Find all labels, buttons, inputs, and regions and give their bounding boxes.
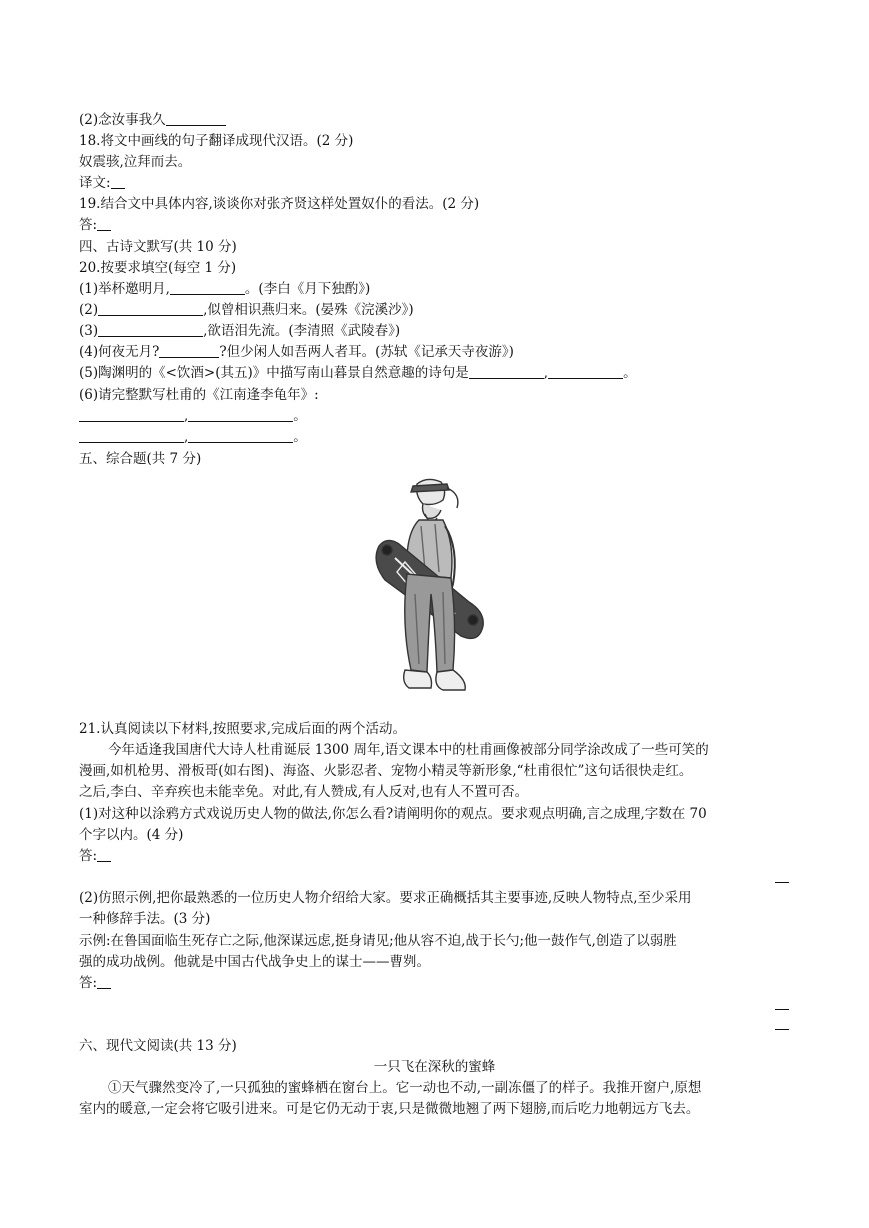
q21-material-2: 漫画,如机枪男、滑板哥(如右图)、海盗、火影忍者、宠物小精灵等新形象,“杜甫很忙”这句话很快走红。 <box>79 763 693 779</box>
answer-blank[interactable] <box>469 364 544 379</box>
punct-comma: , <box>184 429 189 445</box>
q20-item5-a: (5)陶渊明的《<饮酒>(其五)》中描写南山暮景自然意趣的诗句是 <box>79 365 469 381</box>
q18-answer-label: 译文: <box>79 175 111 191</box>
q21-example: 示例:在鲁国面临生死存亡之际,他深谋远虑,挺身请见;他从容不迫,战于长勺;他一鼓作气,创造了以弱胜 <box>79 933 677 949</box>
section-5-heading: 五、综合题(共 7 分) <box>79 451 202 467</box>
q21-material-3: 之后,李白、辛弃疾也未能幸免。对此,有人赞成,有人反对,也有人不置可否。 <box>79 784 529 800</box>
q21-item2-answer <box>79 973 111 993</box>
punct-period: 。 <box>293 429 307 445</box>
poem-blank-row-2 <box>79 427 307 447</box>
q19-answer-line <box>79 215 111 235</box>
passage-title: 一只飞在深秋的蜜蜂 <box>373 1059 496 1075</box>
skateboarder-dufu-illustration <box>365 474 495 710</box>
answer-blank[interactable] <box>188 407 293 422</box>
q20-prompt: 20.按要求填空(每空 1 分) <box>79 260 237 276</box>
q20-item4-a: (4)何夜无月? <box>79 344 160 360</box>
answer-blank[interactable] <box>170 280 245 295</box>
answer-blank[interactable] <box>188 428 293 443</box>
q17-item2-text: (2)念汝事我久 <box>79 112 166 128</box>
answer-blank[interactable] <box>111 174 125 189</box>
answer-blank[interactable] <box>98 322 203 337</box>
punct-period: 。 <box>293 408 307 424</box>
q20-item3 <box>79 321 400 341</box>
q21-prompt: 21.认真阅读以下材料,按照要求,完成后面的两个活动。 <box>79 721 407 737</box>
q21-example-cont: 强的成功战例。他就是中国古代战争史上的谋士——曹刿。 <box>79 954 430 970</box>
q19-prompt: 19.结合文中具体内容,谈谈你对张齐贤这样处置奴仆的看法。(2 分) <box>79 196 480 212</box>
section-6-heading: 六、现代文阅读(共 13 分) <box>79 1038 237 1054</box>
q21-material-1: 今年适逢我国唐代大诗人杜甫诞辰 1300 周年,语文课本中的杜甫画像被部分同学涂改成了一些可笑的 <box>108 742 709 758</box>
answer-blank-end[interactable] <box>775 882 789 883</box>
q21-item1-answer <box>79 846 111 866</box>
answer-blank[interactable] <box>97 847 111 862</box>
q20-item3-b: ,欲语泪先流。(李清照《武陵春》) <box>203 323 401 339</box>
answer-blank[interactable] <box>79 407 184 422</box>
q20-item5 <box>79 363 637 383</box>
poem-blank-row-1 <box>79 406 307 426</box>
q20-item5-c: 。 <box>623 365 637 381</box>
section-4-heading: 四、古诗文默写(共 10 分) <box>79 239 237 255</box>
q21-item1: (1)对这种以涂鸦方式戏说历史人物的做法,你怎么看?请阐明你的观点。要求观点明确,言之成理,字数在 70 <box>79 806 707 822</box>
answer-blank[interactable] <box>166 111 226 126</box>
passage-para-1: ①天气骤然变冷了,一只孤独的蜜蜂栖在窗台上。它一动也不动,一副冻僵了的样子。我推开窗户,原想 <box>108 1080 702 1096</box>
q21-item1-cont: 个字以内。(4 分) <box>79 827 184 843</box>
q20-item1-b: 。(李白《月下独酌》) <box>244 281 371 297</box>
answer-blank[interactable] <box>97 974 111 989</box>
q20-item1 <box>79 279 370 299</box>
q20-item6: (6)请完整默写杜甫的《江南逢李龟年》: <box>79 387 319 403</box>
q20-item3-a: (3) <box>79 323 99 339</box>
q20-item4 <box>79 342 514 362</box>
q20-item1-a: (1)举杯邀明月, <box>79 281 170 297</box>
q18-prompt: 18.将文中画线的句子翻译成现代汉语。(2 分) <box>79 133 354 149</box>
q21-item2-cont: 一种修辞手法。(3 分) <box>79 911 211 927</box>
answer-blank-end[interactable] <box>775 1009 789 1010</box>
q20-item5-b: , <box>543 365 549 381</box>
q20-item2-a: (2) <box>79 302 99 318</box>
q20-item2 <box>79 300 414 320</box>
answer-blank[interactable] <box>98 301 203 316</box>
q17-item2 <box>79 110 226 130</box>
q20-item2-b: ,似曾相识燕归来。(晏殊《浣溪沙》) <box>203 302 414 318</box>
q21-item1-answer-label: 答: <box>79 848 98 864</box>
q18-answer-line <box>79 173 125 193</box>
q21-item2: (2)仿照示例,把你最熟悉的一位历史人物介绍给大家。要求正确概括其主要事迹,反映人物特点,至少采用 <box>79 890 692 906</box>
passage-para-1-cont: 室内的暖意,一定会将它吸引进来。可是它仍无动于衷,只是微微地翘了两下翅膀,而后吃力地朝远方飞去。 <box>79 1101 700 1117</box>
punct-comma: , <box>184 408 189 424</box>
answer-blank[interactable] <box>97 216 111 231</box>
q18-sentence: 奴震骇,泣拜而去。 <box>79 154 192 170</box>
answer-blank[interactable] <box>159 343 219 358</box>
answer-blank[interactable] <box>79 428 184 443</box>
q19-answer-label: 答: <box>79 217 98 233</box>
q21-item2-answer-label: 答: <box>79 975 98 991</box>
answer-blank[interactable] <box>548 364 623 379</box>
q20-item4-b: ?但少闲人如吾两人者耳。(苏轼《记承天寺夜游》) <box>219 344 514 360</box>
answer-blank-end[interactable] <box>775 1029 789 1030</box>
